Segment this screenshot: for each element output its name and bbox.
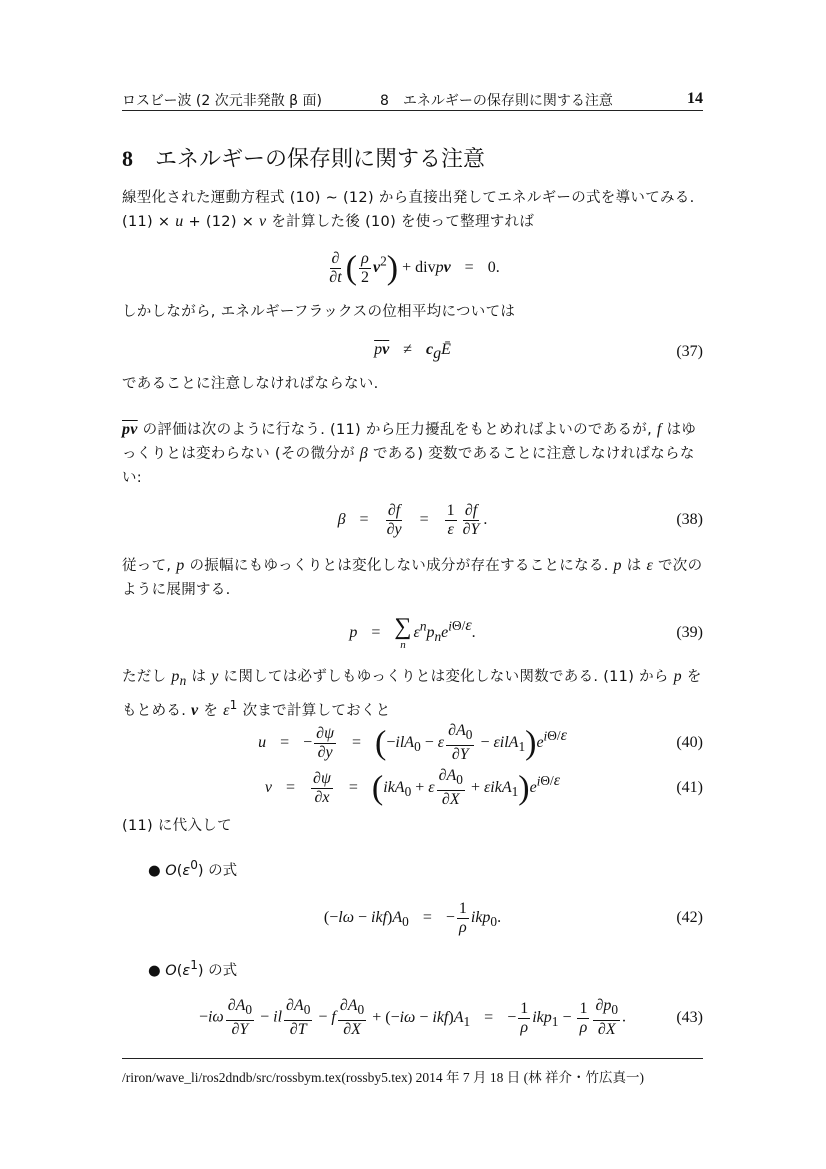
paragraph: 従って, p の振幅にもゆっくりとは変化しない成分が存在することになる. p は ε で次のように展開する. [122,557,703,598]
equation [122,495,703,545]
section-number: 8 [122,146,133,171]
equation-body [374,341,451,363]
fraction: $\frac{\partial f}{\partial y}$ [386,501,402,538]
equation [122,718,703,768]
equation-body [349,615,475,651]
math-text: −iω [198,1008,224,1026]
equation-body [199,997,626,1038]
math-text: − il [256,1008,283,1026]
fraction: $\frac{\partial\psi}{\partial x}$ [313,769,331,806]
equation-body [265,767,560,808]
fraction: $\frac{\partial\psi}{\partial y}$ [316,724,334,761]
fraction: $\frac{1}{\rho}$ [579,999,588,1036]
fraction: $\frac{\partial p_0}{\partial X}$ [595,997,619,1038]
equation-number: (39) [676,624,703,641]
fraction: $\frac{\partial A_0}{\partial X}$ [339,997,365,1038]
paragraph: ただし $p_n$ は y に関しては必ずしもゆっくりとは変化しない関数である. (11) から p をもとめる. v を $\varepsilon^1$ 次まで計算しておくと [122,668,702,720]
fraction: $\frac{1}{\varepsilon}$ [446,501,455,538]
math-text: $(-l\omega - ikf)A_0$ = − [323,908,455,929]
fraction: $\frac{\partial A_0}{\partial Y}$ [448,722,473,763]
equation [122,763,703,813]
math-text: − f [314,1008,336,1026]
math-text: β = [337,510,369,528]
equation-number: (41) [676,779,703,796]
math-text: + $\varepsilon ikA_1)e^{i\Theta/\varepsilon}$ [466,769,561,806]
fraction: $\frac{1}{\rho}$ [458,899,467,936]
equation-body [338,502,488,539]
equation-number: (38) [676,511,703,528]
running-header [122,88,703,111]
fraction: $\frac{\rho}{2}$ [360,249,369,286]
summation: ∑ n [394,614,412,651]
math-text: + $(-i\omega - ikf)A_1$ = − [368,1008,517,1029]
math-text: $v^2$) + divpv = 0. [372,249,500,286]
bullet-text: $O(\varepsilon^1)$ の式 [165,958,238,979]
header-section: 8 エネルギーの保存則に関する注意 [380,93,613,109]
math-text: ikp$_1$ − [532,1008,576,1029]
paragraph: (11) に代入して [122,818,232,834]
equation [122,993,703,1043]
equation [122,608,703,658]
header-title: ロスビー波 (2 次元非発散 β 面) [122,93,323,109]
section-heading [122,142,485,173]
paragraph: であることに注意しなければならない. [122,376,379,392]
equation-number: (40) [676,734,703,751]
paragraph: 線型化された運動方程式 (10) ∼ (12) から直接出発してエネルギーの式を導いてみる. (11) × u + (12) × v を計算した後 (10) を使って整理すれば [122,190,695,230]
math-text: $\varepsilon^np_ne^{i\Theta/\varepsilon}$. [413,617,476,644]
equation [122,893,703,943]
equation [122,243,703,293]
equation-body [325,250,499,287]
fraction: $\frac{\partial}{\partial t}$ [329,249,342,286]
paragraph: $\overline{pv}$ の評価は次のように行なう. (11) から圧力擾乱をもとめればよいのであるが, f はゆっくりとは変わらない (その微分が β である) 変数であることに注意しなければならない: [122,421,697,486]
math-text: u = − [258,733,313,751]
math-text: = (−ilA$_0$ − ε [352,724,445,761]
footer: /riron/wave_li/ros2dndb/src/rossbym.tex(rossby5.tex) 2014 年 7 月 18 日 (林 祥介・竹広真一) [122,1058,703,1086]
bullet-item: ● $O(\varepsilon^1)$ の式 [148,958,238,979]
equation-number: (37) [676,343,703,360]
equation-body [258,722,567,763]
math-text: = (ikA$_0$ + ε [348,769,435,806]
equation [122,327,703,377]
paragraph: しかしながら, エネルギーフラックスの位相平均については [122,304,516,320]
math-text: = [419,510,429,528]
equation-number: (42) [676,909,703,926]
bullet-text: $O(\varepsilon^0)$ の式 [165,858,238,879]
fraction: $\frac{\partial f}{\partial Y}$ [462,501,480,538]
equation-body [324,900,501,937]
math-text: v = [264,778,296,796]
math-text: ikp$_0$. [470,908,502,929]
section-title: エネルギーの保存則に関する注意 [155,147,486,172]
math-text: pv ≠ $c_gĒ$ [374,340,451,363]
math-text: . [622,1008,627,1026]
fraction: $\frac{\partial A_0}{\partial Y}$ [227,997,253,1038]
bullet-item: ● $O(\varepsilon^0)$ の式 [148,858,238,879]
page-number: 14 [687,90,703,107]
math-text: . [483,510,488,528]
math-text: ( [345,249,357,286]
math-text: − $\varepsilon ilA_1)e^{i\Theta/\varepsilon}$ [476,724,567,761]
equation-number: (43) [676,1009,703,1026]
fraction: $\frac{\partial A_0}{\partial T}$ [286,997,311,1038]
fraction: $\frac{\partial A_0}{\partial X}$ [438,767,463,808]
fraction: $\frac{1}{\rho}$ [520,999,529,1036]
math-text: p = [349,623,381,641]
